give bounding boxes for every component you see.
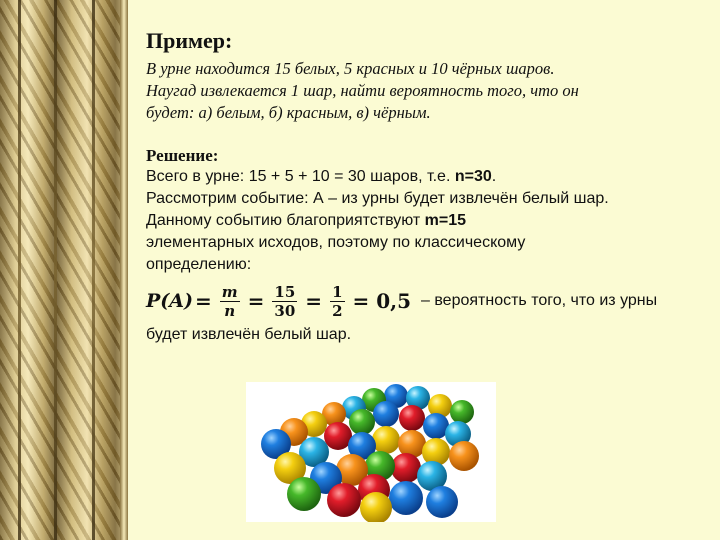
formula-result: = 0,5 bbox=[352, 289, 412, 313]
formula-tail-text: – вероятность того, что из урны bbox=[421, 292, 658, 309]
m-value: m=15 bbox=[424, 212, 467, 229]
solution-favor: Данному событию благоприятствуют m=15 bbox=[146, 212, 467, 229]
problem-line-2: Наугад извлекается 1 шар, найти вероятность того, что он bbox=[146, 81, 579, 100]
solution-definition: определению: bbox=[146, 256, 252, 273]
solution-title: Решение: bbox=[146, 146, 219, 165]
fraction-15-over-30: $\frac{15}{30}$ bbox=[274, 282, 296, 320]
decorative-marble-column bbox=[0, 0, 128, 540]
formula-eq-2: = bbox=[247, 289, 265, 313]
solution-elementary: элементарных исходов, поэтому по классическому bbox=[146, 234, 526, 251]
probability-formula bbox=[146, 278, 706, 324]
fraction-m-over-n: $\frac{m}{n}$ bbox=[221, 282, 238, 320]
solution-total: Всего в урне: 15 + 5 + 10 = 30 шаров, т.е. n=30. bbox=[146, 168, 497, 185]
problem-line-1: В урне находится 15 белых, 5 красных и 10 чёрных шаров. bbox=[146, 59, 555, 78]
formula-eq-3: = bbox=[305, 289, 323, 313]
solution-event: Рассмотрим событие: А – из урны будет извлечён белый шар. bbox=[146, 190, 609, 207]
formula-lhs: P(A) bbox=[146, 290, 194, 312]
balls-illustration bbox=[246, 382, 496, 522]
formula-eq-1: = bbox=[195, 289, 212, 313]
slide-content bbox=[146, 28, 706, 346]
conclusion: будет извлечён белый шар. bbox=[146, 326, 352, 343]
slide-title: Пример: bbox=[146, 28, 233, 53]
problem-line-3: будет: а) белым, б) красным, в) чёрным. bbox=[146, 103, 431, 122]
n-value: n=30 bbox=[454, 168, 492, 185]
fraction-1-over-2: $\frac{1}{2}$ bbox=[332, 282, 343, 320]
colored-balls-image bbox=[246, 382, 496, 522]
